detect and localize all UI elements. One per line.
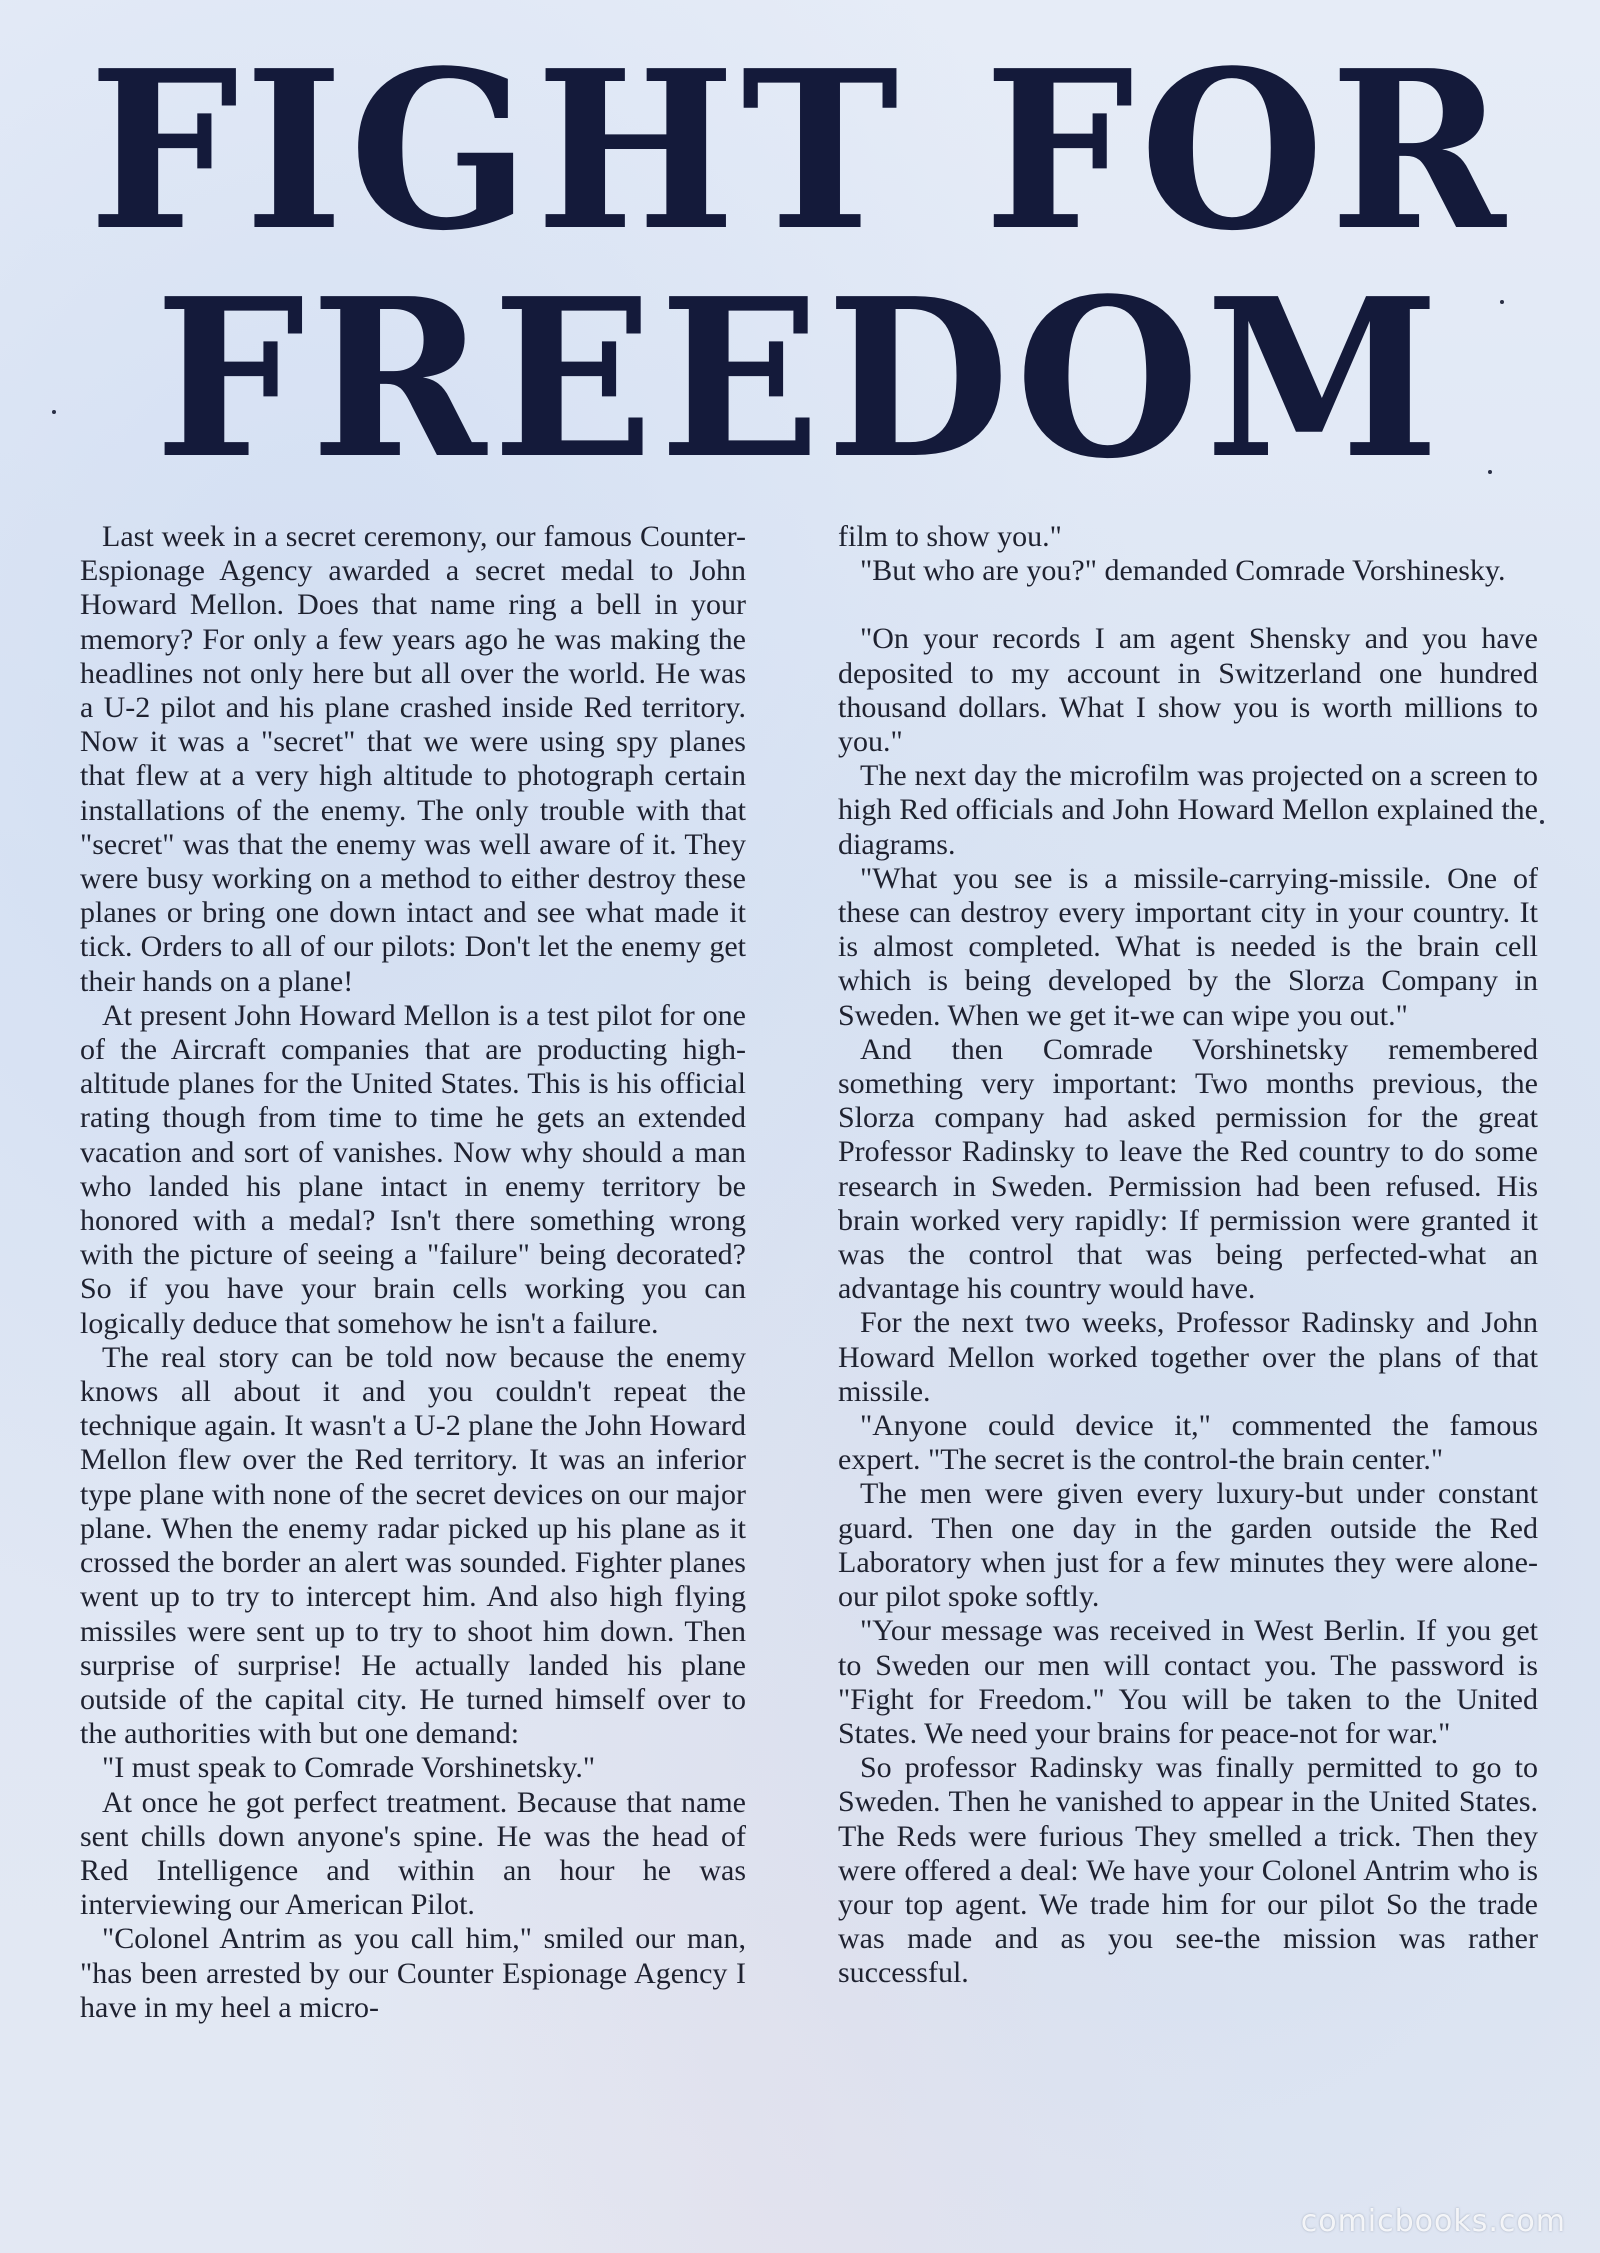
article-column-left [80, 520, 746, 2025]
paragraph: The men were given every luxury-but under constant guard. Then one day in the garden outside the Red Laboratory when just for a few minutes they were alone-our pilot spoke softly. [838, 1477, 1538, 1614]
paragraph: "Anyone could device it," commented the famous expert. "The secret is the control-the brain center." [838, 1409, 1538, 1477]
paragraph: "On your records I am agent Shensky and you have deposited to my account in Switzerland one hundred thousand dollars. What I show you is worth millions to you." [838, 622, 1538, 759]
paragraph: film to show you." [838, 520, 1062, 553]
print-speck [1500, 300, 1504, 304]
paragraph: "Colonel Antrim as you call him," smiled our man, "has been arrested by our Counter Espionage Agency I have in my heel a micro- [80, 1922, 746, 2024]
paragraph: At once he got perfect treatment. Because that name sent chills down anyone's spine. He was the head of Red Intelligence and within an hour he was interviewing our American Pilot. [80, 1785, 746, 1922]
article-column-right [838, 520, 1538, 1991]
paragraph: At present John Howard Mellon is a test pilot for one of the Aircraft companies that are producting high-altitude planes for the United States. This is his official rating though from time to time he gets an extended vacation and sort of vanishes. Now why should a man who landed his plane intact in enemy territory be honored with a medal? Isn't there something wrong with the picture of seeing a "failure" being decorated? So if you have your brain cells working you can logically deduce that somehow he isn't a failure. [80, 998, 746, 1340]
headline-line-2: FREEDOM [154, 251, 1446, 507]
print-speck [52, 410, 56, 414]
print-speck [1488, 470, 1492, 474]
print-speck [1540, 820, 1544, 824]
paragraph: "I must speak to Comrade Vorshinetsky." [102, 1751, 596, 1785]
headline-line-1: FIGHT FOR [88, 23, 1512, 279]
paragraph: And then Comrade Vorshinetsky remembered something very important: Two months previous, the Slorza company had asked permission for the great Professor Radinsky to leave the Red country to do some research in Sweden. Permission had been refused. His brain worked very rapidly: If permission were granted it was the control that was being perfected-what an advantage his country would have. [838, 1032, 1538, 1306]
paragraph: Last week in a secret ceremony, our famous Counter-Espionage Agency awarded a secret medal to John Howard Mellon. Does that name ring a bell in your memory? For only a few years ago he was making the headlines not only here but all over the world. He was a U-2 pilot and his plane crashed inside Red territory. Now it was a "secret" that we were using spy planes that flew at a very high altitude to photograph certain installations of the enemy. The only trouble with that "secret" was that the enemy was well aware of it. They were busy working on a method to either destroy these planes or bring one down intact and see what made it tick. Orders to all of our pilots: Don't let the enemy get their hands on a plane! [80, 520, 746, 998]
paragraph: The next day the microfilm was projected on a screen to high Red officials and John Howard Mellon explained the diagrams. [838, 759, 1538, 861]
paragraph: "But who are you?" demanded Comrade Vorshinesky. [860, 554, 1506, 588]
paragraph: So professor Radinsky was finally permitted to go to Sweden. Then he vanished to appear in the United States. The Reds were furious They smelled a trick. Then they were offered a deal: We have your Colonel Antrim who is your top agent. We trade him for our pilot So the trade was made and as you see-the mission was rather successful. [838, 1751, 1538, 1990]
watermark: comicbooks.com [1300, 2204, 1566, 2239]
paragraph: For the next two weeks, Professor Radinsky and John Howard Mellon worked together over the plans of that missile. [838, 1306, 1538, 1408]
paragraph: "What you see is a missile-carrying-missile. One of these can destroy every important city in your country. It is almost completed. What is needed is the brain cell which is being developed by the Slorza Company in Sweden. When we get it-we can wipe you out." [838, 861, 1538, 1032]
paragraph: The real story can be told now because the enemy knows all about it and you couldn't repeat the technique again. It wasn't a U-2 plane the John Howard Mellon flew over the Red territory. It was an inferior type plane with none of the secret devices on our major plane. When the enemy radar picked up his plane as it crossed the border an alert was sounded. Fighter planes went up to try to intercept him. And also high flying missiles were sent up to try to shoot him down. Then surprise of surprise! He actually landed his plane outside of the capital city. He turned himself over to the authorities with but one demand: [80, 1340, 746, 1751]
paragraph: "Your message was received in West Berlin. If you get to Sweden our men will contact you. The password is "Fight for Freedom." You will be taken to the United States. We need your brains for peace-not for war." [838, 1614, 1538, 1750]
